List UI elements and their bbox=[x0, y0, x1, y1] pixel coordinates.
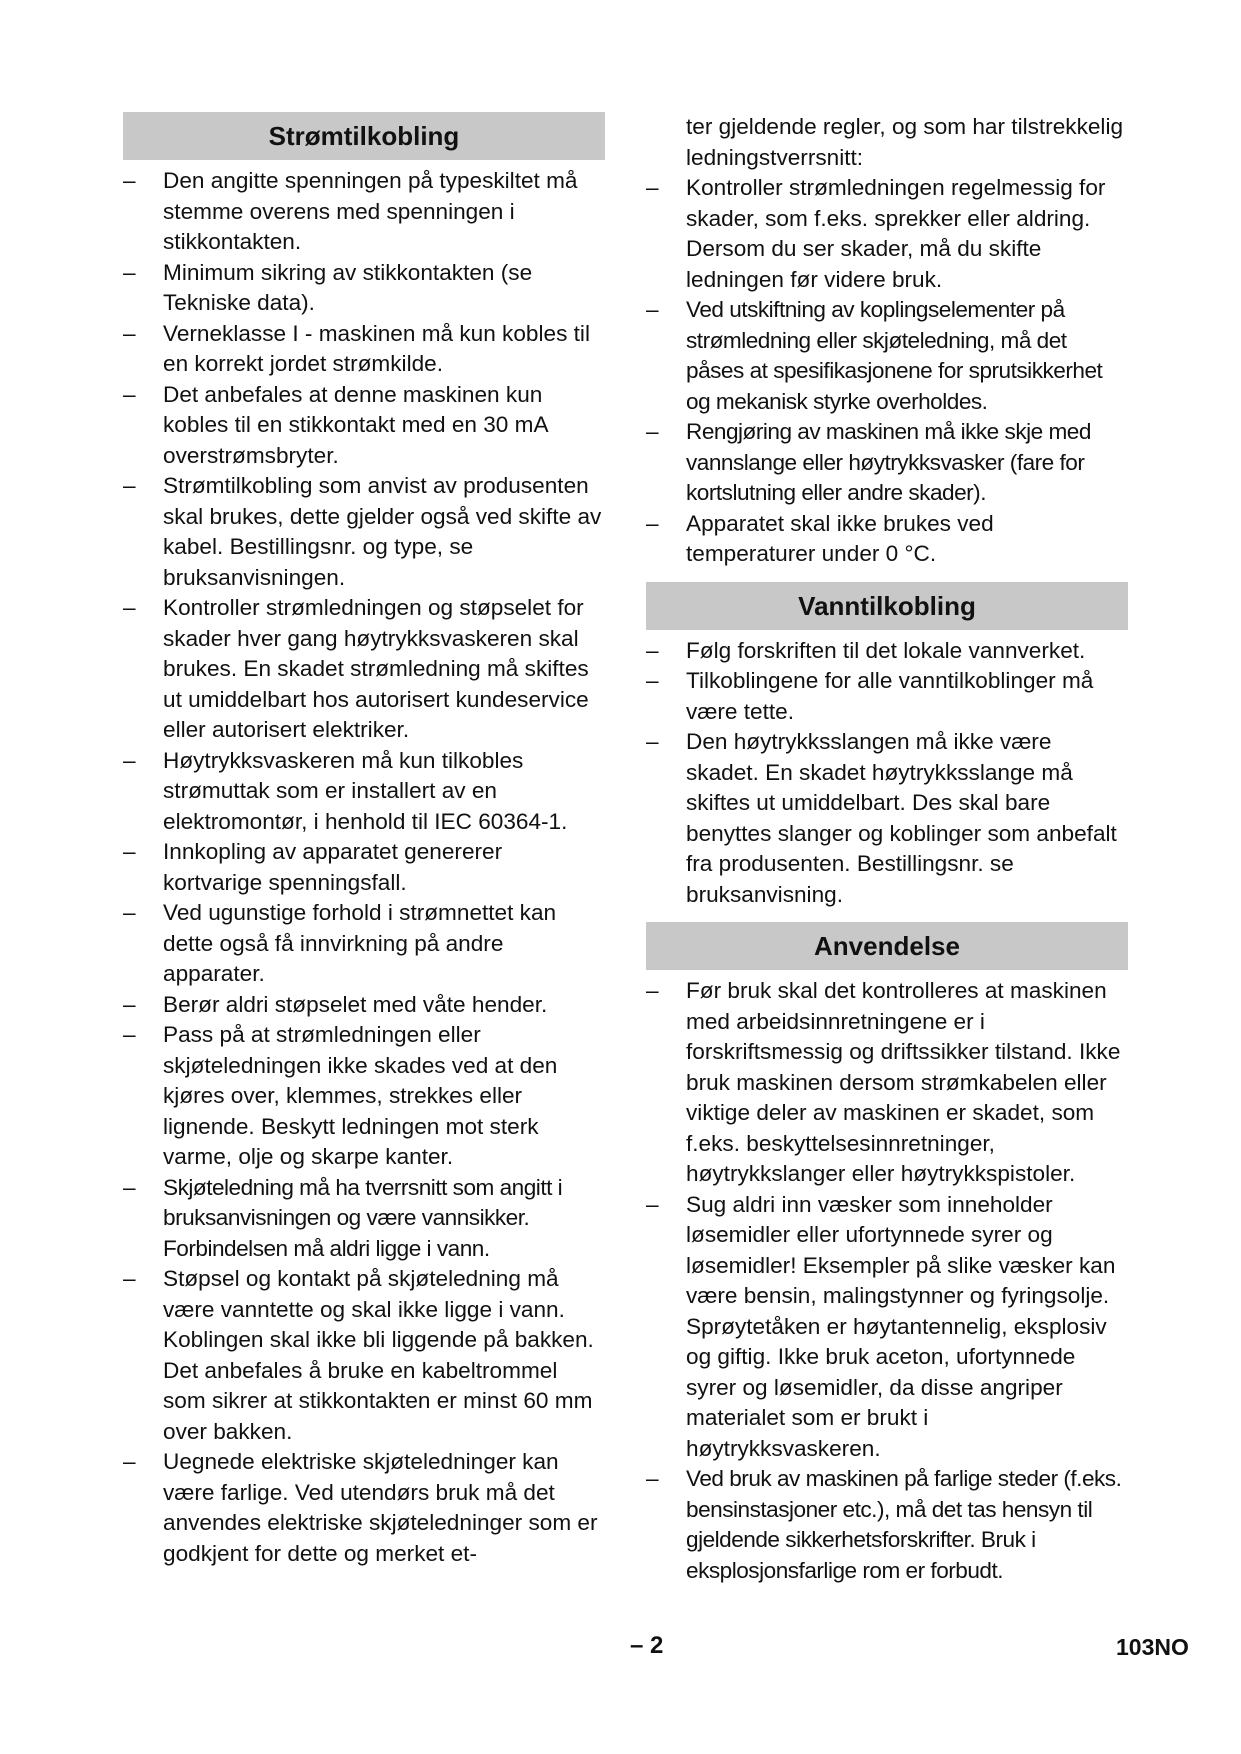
list-item: – Rengjøring av maskinen må ikke skje med vannslange eller høytrykksvasker (fare for kortslutning eller andre skader). bbox=[646, 417, 1128, 509]
power-list-continued bbox=[646, 112, 1128, 570]
power-list bbox=[123, 166, 605, 1569]
list-item: – Berør aldri støpselet med våte hender. bbox=[123, 990, 605, 1021]
left-column bbox=[123, 112, 605, 1569]
list-item: – Tilkoblingene for alle vanntilkoblinger må være tette. bbox=[646, 666, 1128, 727]
list-item: – Strømtilkobling som anvist av produsenten skal brukes, dette gjelder også ved skifte av kabel. Bestillingsnr. og type, se bruksanvisningen. bbox=[123, 471, 605, 593]
right-column bbox=[646, 112, 1128, 1586]
section-heading-power: Strømtilkobling bbox=[123, 112, 605, 160]
water-list bbox=[646, 636, 1128, 911]
list-item: – Innkopling av apparatet genererer kortvarige spenningsfall. bbox=[123, 837, 605, 898]
page-number: – 2 bbox=[630, 1632, 664, 1659]
page-code: 103NO bbox=[1116, 1634, 1189, 1660]
section-heading-water: Vanntilkobling bbox=[646, 582, 1128, 630]
list-item: – Før bruk skal det kontrolleres at maskinen med arbeidsinnretningene er i forskriftsmessig og driftssikker tilstand. Ikke bruk maskinen dersom strømkabelen eller viktige deler av maskinen er skadet, som f.eks. beskyttelsesinnretninger, høytrykkslanger eller høytrykkspistoler. bbox=[646, 976, 1128, 1190]
list-item: – Uegnede elektriske skjøteledninger kan være farlige. Ved utendørs bruk må det anvendes elektriske skjøteledninger som er godkjent for dette og merket et- bbox=[123, 1447, 605, 1569]
list-item: – Det anbefales at denne maskinen kun kobles til en stikkontakt med en 30 mA overstrømsbryter. bbox=[123, 380, 605, 472]
list-item: – Sug aldri inn væsker som inneholder løsemidler eller ufortynnede syrer og løsemidler! Eksempler på slike væsker kan være bensin, malingstynner og fyringsolje. Sprøytetåken er høytantennelig, eksplosiv og giftig. Ikke bruk aceton, ufortynnede syrer og løsemidler, da disse angriper materialet som er brukt i høytrykksvaskeren. bbox=[646, 1190, 1128, 1465]
list-item: – Støpsel og kontakt på skjøteledning må være vanntette og skal ikke ligge i vann. Koblingen skal ikke bli liggende på bakken. Det anbefales å bruke en kabeltrommel som sikrer at stikkontakten er minst 60 mm over bakken. bbox=[123, 1264, 605, 1447]
list-item: – Kontroller strømledningen regelmessig for skader, som f.eks. sprekker eller aldring. Dersom du ser skader, må du skifte ledningen før videre bruk. bbox=[646, 173, 1128, 295]
list-item: – Følg forskriften til det lokale vannverket. bbox=[646, 636, 1128, 667]
list-item: – Kontroller strømledningen og støpselet for skader hver gang høytrykksvaskeren skal brukes. En skadet strømledning må skiftes ut umiddelbart hos autorisert kundeservice eller autorisert elektriker. bbox=[123, 593, 605, 746]
list-item: – Ved bruk av maskinen på farlige steder (f.eks. bensinstasjoner etc.), må det tas hensyn til gjeldende sikkerhetsforskrifter. Bruk i eksplosjonsfarlige rom er forbudt. bbox=[646, 1464, 1128, 1586]
list-item: – Ved ugunstige forhold i strømnettet kan dette også få innvirkning på andre apparater. bbox=[123, 898, 605, 990]
list-item: – Verneklasse I - maskinen må kun kobles til en korrekt jordet strømkilde. bbox=[123, 319, 605, 380]
list-item: – Høytrykksvaskeren må kun tilkobles strømuttak som er installert av en elektromontør, i henhold til IEC 60364-1. bbox=[123, 746, 605, 838]
use-list bbox=[646, 976, 1128, 1586]
list-item: – Ved utskiftning av koplingselementer på strømledning eller skjøteledning, må det påses at spesifikasjonene for sprutsikkerhet og mekanisk styrke overholdes. bbox=[646, 295, 1128, 417]
list-item: – Apparatet skal ikke brukes ved temperaturer under 0 °C. bbox=[646, 509, 1128, 570]
list-item: – Skjøteledning må ha tverrsnitt som angitt i bruksanvisningen og være vannsikker. Forbindelsen må aldri ligge i vann. bbox=[123, 1173, 605, 1265]
list-item: – Den høytrykksslangen må ikke være skadet. En skadet høytrykksslange må skiftes ut umiddelbart. Des skal bare benyttes slanger og koblinger som anbefalt fra produsenten. Bestillingsnr. se bruksanvisning. bbox=[646, 727, 1128, 910]
section-heading-use: Anvendelse bbox=[646, 922, 1128, 970]
list-item: – Pass på at strømledningen eller skjøteledningen ikke skades ved at den kjøres over, klemmes, strekkes eller lignende. Beskytt ledningen mot sterk varme, olje og skarpe kanter. bbox=[123, 1020, 605, 1173]
list-item-continuation: ter gjeldende regler, og som har tilstrekkelig ledningstverrsnitt: bbox=[686, 114, 1124, 170]
list-item: – Minimum sikring av stikkontakten (se Tekniske data). bbox=[123, 258, 605, 319]
list-item: – Den angitte spenningen på typeskiltet må stemme overens med spenningen i stikkontakten. bbox=[123, 166, 605, 258]
